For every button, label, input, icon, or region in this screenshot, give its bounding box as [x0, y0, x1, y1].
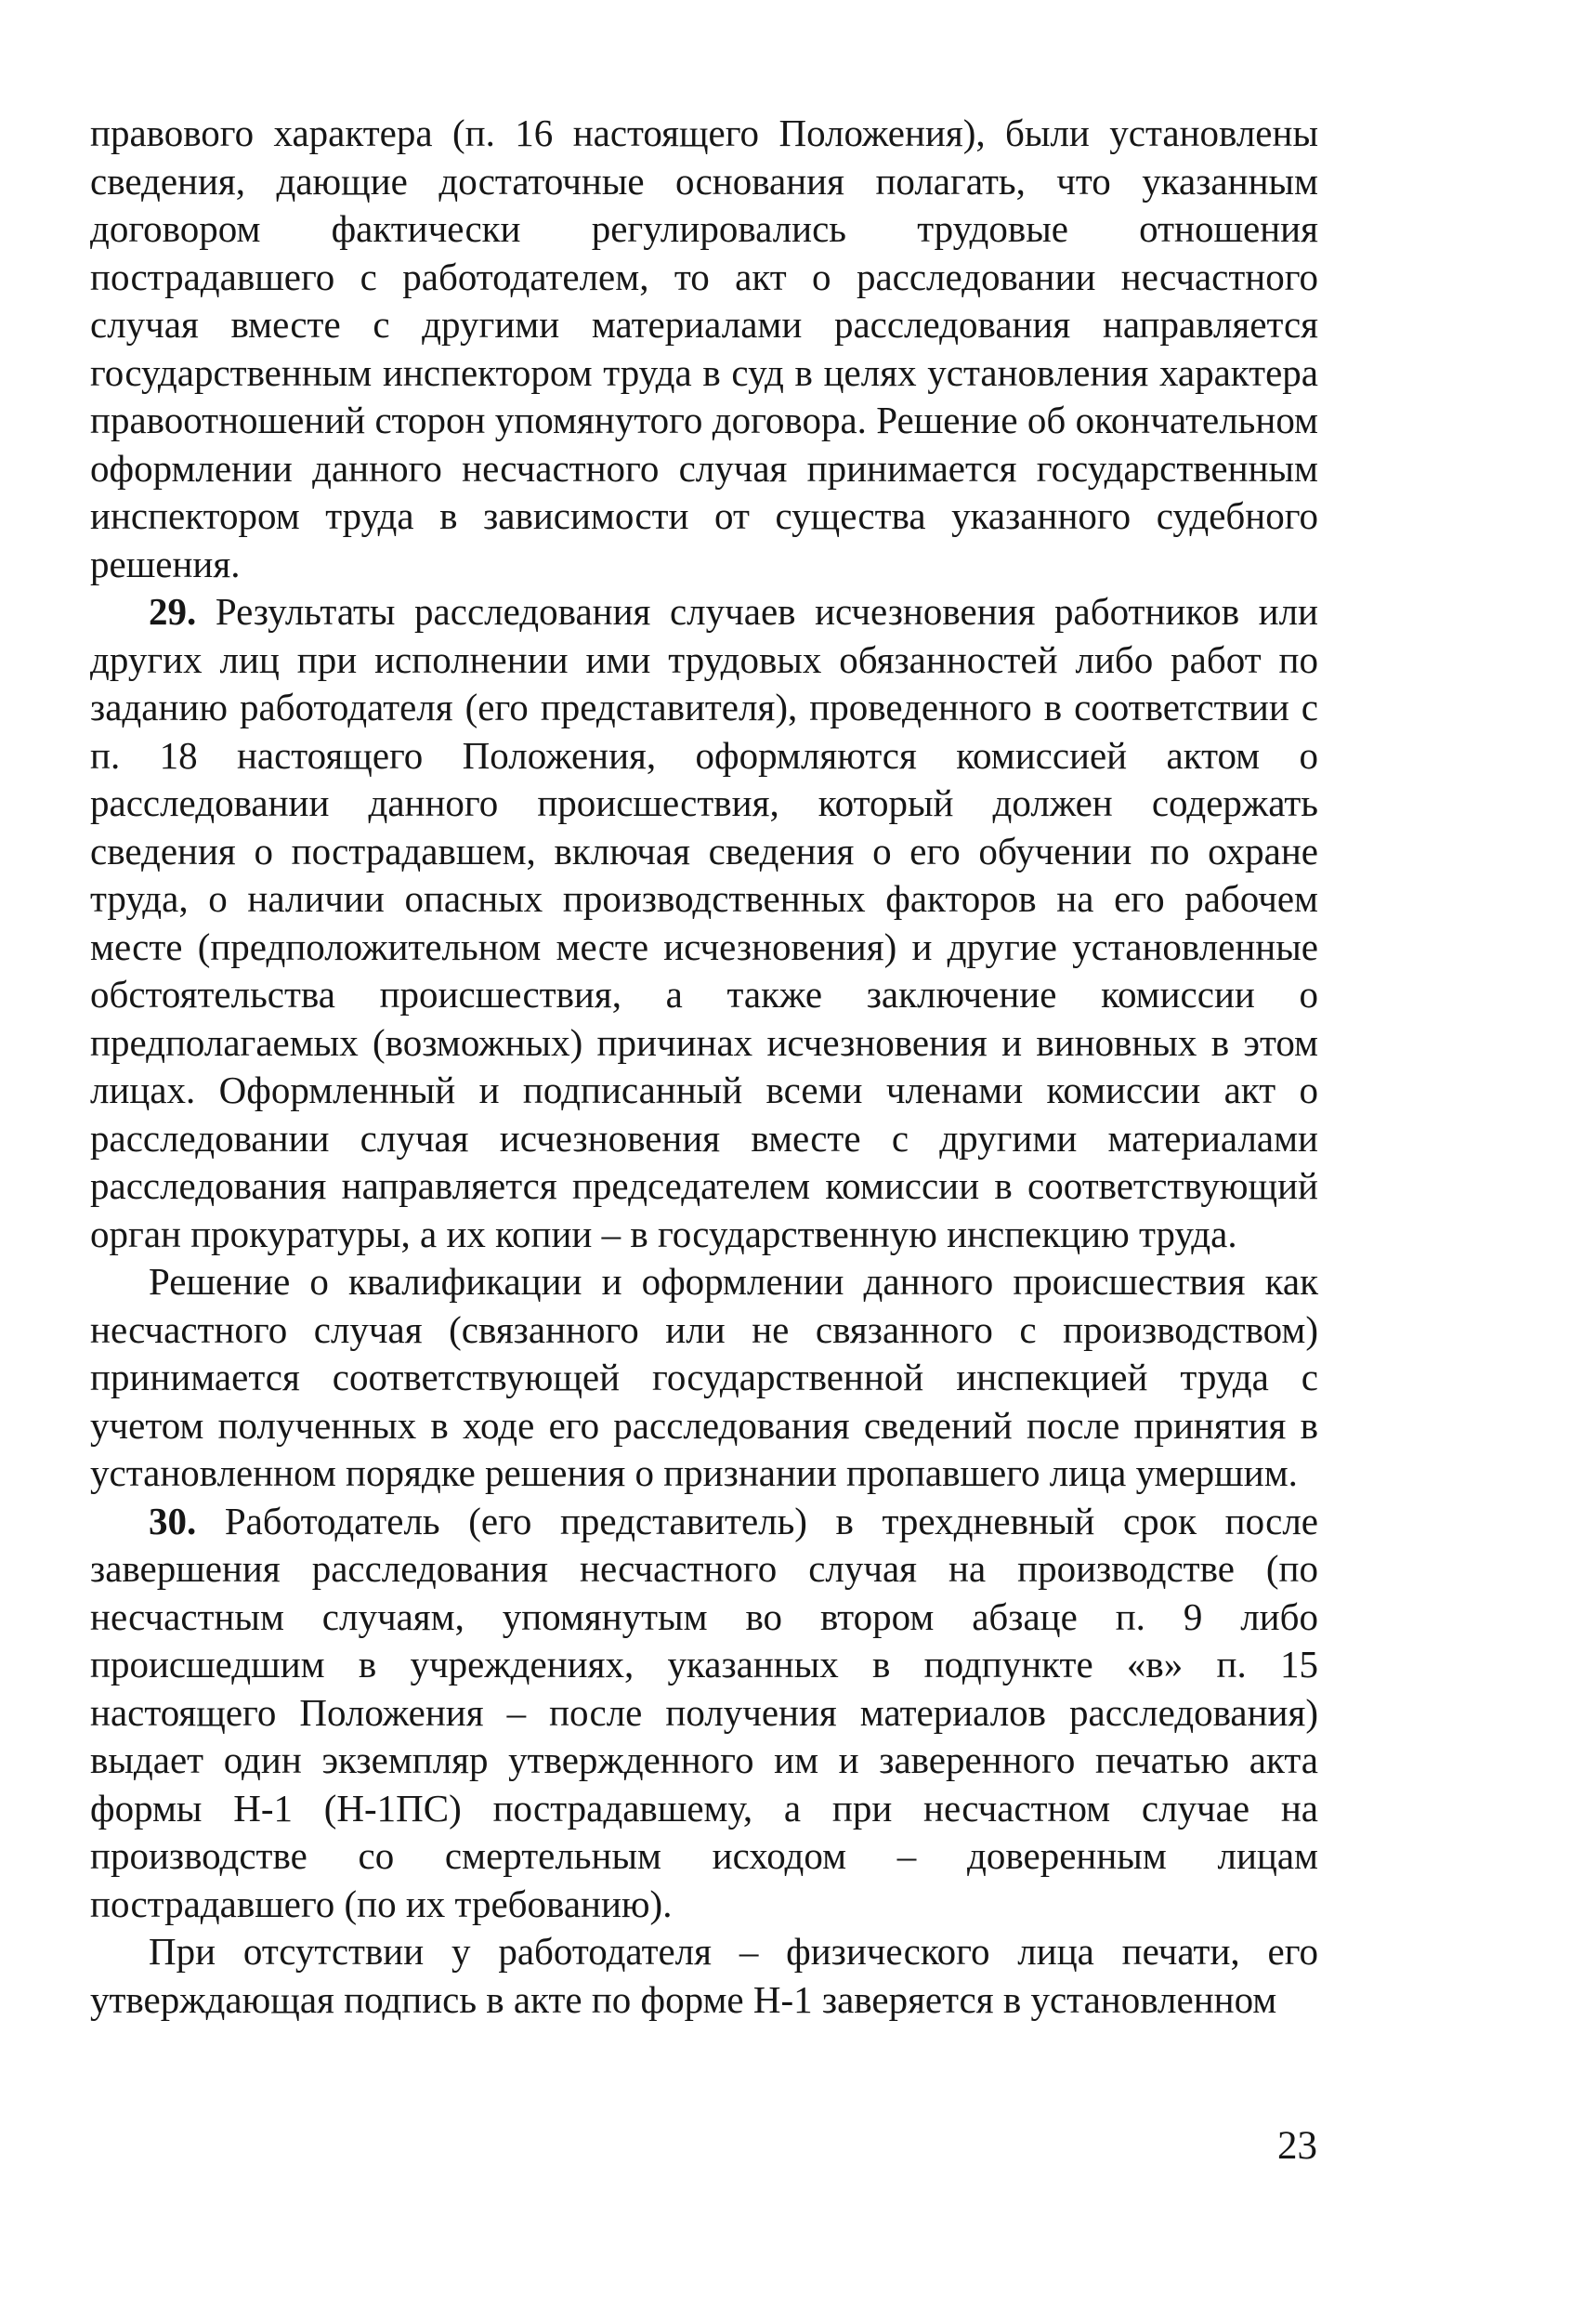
paragraph-seal — [90, 1928, 1318, 2024]
paragraph-text: Решение о квалификации и оформлении данного происшествия как несчастного случая (связанного или не связанного с производством) принимается соответствующей государственной инспекцией труда с учетом полученных в ходе его расследования сведений после принятия в установленном порядке решения о признании пропавшего лица умершим. — [90, 1260, 1318, 1494]
paragraph-number: 30. — [149, 1499, 197, 1542]
paragraph-decision — [90, 1258, 1318, 1498]
paragraph-text: Работодатель (его представитель) в трехдневный срок после завершения расследования несчастного случая на производстве (по несчастным случаям, упомянутым во втором абзаце п. 9 либо происшедшим в учреждениях, указанных в подпункте «в» п. 15 настоящего Положения – после получения материалов расследования) выдает один экземпляр утвержденного им и заверенного печатью акта формы Н-1 (Н-1ПС) пострадавшему, а при несчастном случае на производстве со смертельным исходом – доверенным лицам пострадавшего (по их требованию). — [90, 1499, 1318, 1925]
paragraph-number: 29. — [149, 590, 197, 633]
paragraph-29 — [90, 588, 1318, 1258]
paragraph-continuation — [90, 110, 1318, 588]
paragraph-text: правового характера (п. 16 настоящего Положения), были установлены сведения, дающие достаточные основания полагать, что указанным договором фактически регулировались трудовые отношения пострадавшего с работодателем, то акт о расследовании несчастного случая вместе с другими материалами расследования направляется государственным инспектором труда в суд в целях установления характера правоотношений сторон упомянутого договора. Решение об окончательном оформлении данного несчастного случая принимается государственным инспектором труда в зависимости от существа указанного судебного решения. — [90, 112, 1318, 585]
paragraph-text: Результаты расследования случаев исчезновения работников или других лиц при исполнении ими трудовых обязанностей либо работ по заданию работодателя (его представителя), проведенного в соответствии с п. 18 настоящего Положения, оформляются комиссией актом о расследовании данного происшествия, который должен содержать сведения о пострадавшем, включая сведения о его обучении по охране труда, о наличии опасных производственных факторов на его рабочем месте (предположительном месте исчезновения) и другие установленные обстоятельства происшествия, а также заключение комиссии о предполагаемых (возможных) причинах исчезновения и виновных в этом лицах. Оформленный и подписанный всеми членами комиссии акт о расследовании случая исчезновения вместе с другими материалами расследования направляется председателем комиссии в соответствующий орган прокуратуры, а их копии – в государственную инспекцию труда. — [90, 590, 1318, 1255]
body-text — [90, 110, 1318, 2024]
paragraph-text: При отсутствии у работодателя – физического лица печати, его утверждающая подпись в акте по форме Н-1 заверяется в установленном — [90, 1930, 1318, 2021]
paragraph-30 — [90, 1498, 1318, 1929]
page-number: 23 — [1277, 2124, 1317, 2168]
